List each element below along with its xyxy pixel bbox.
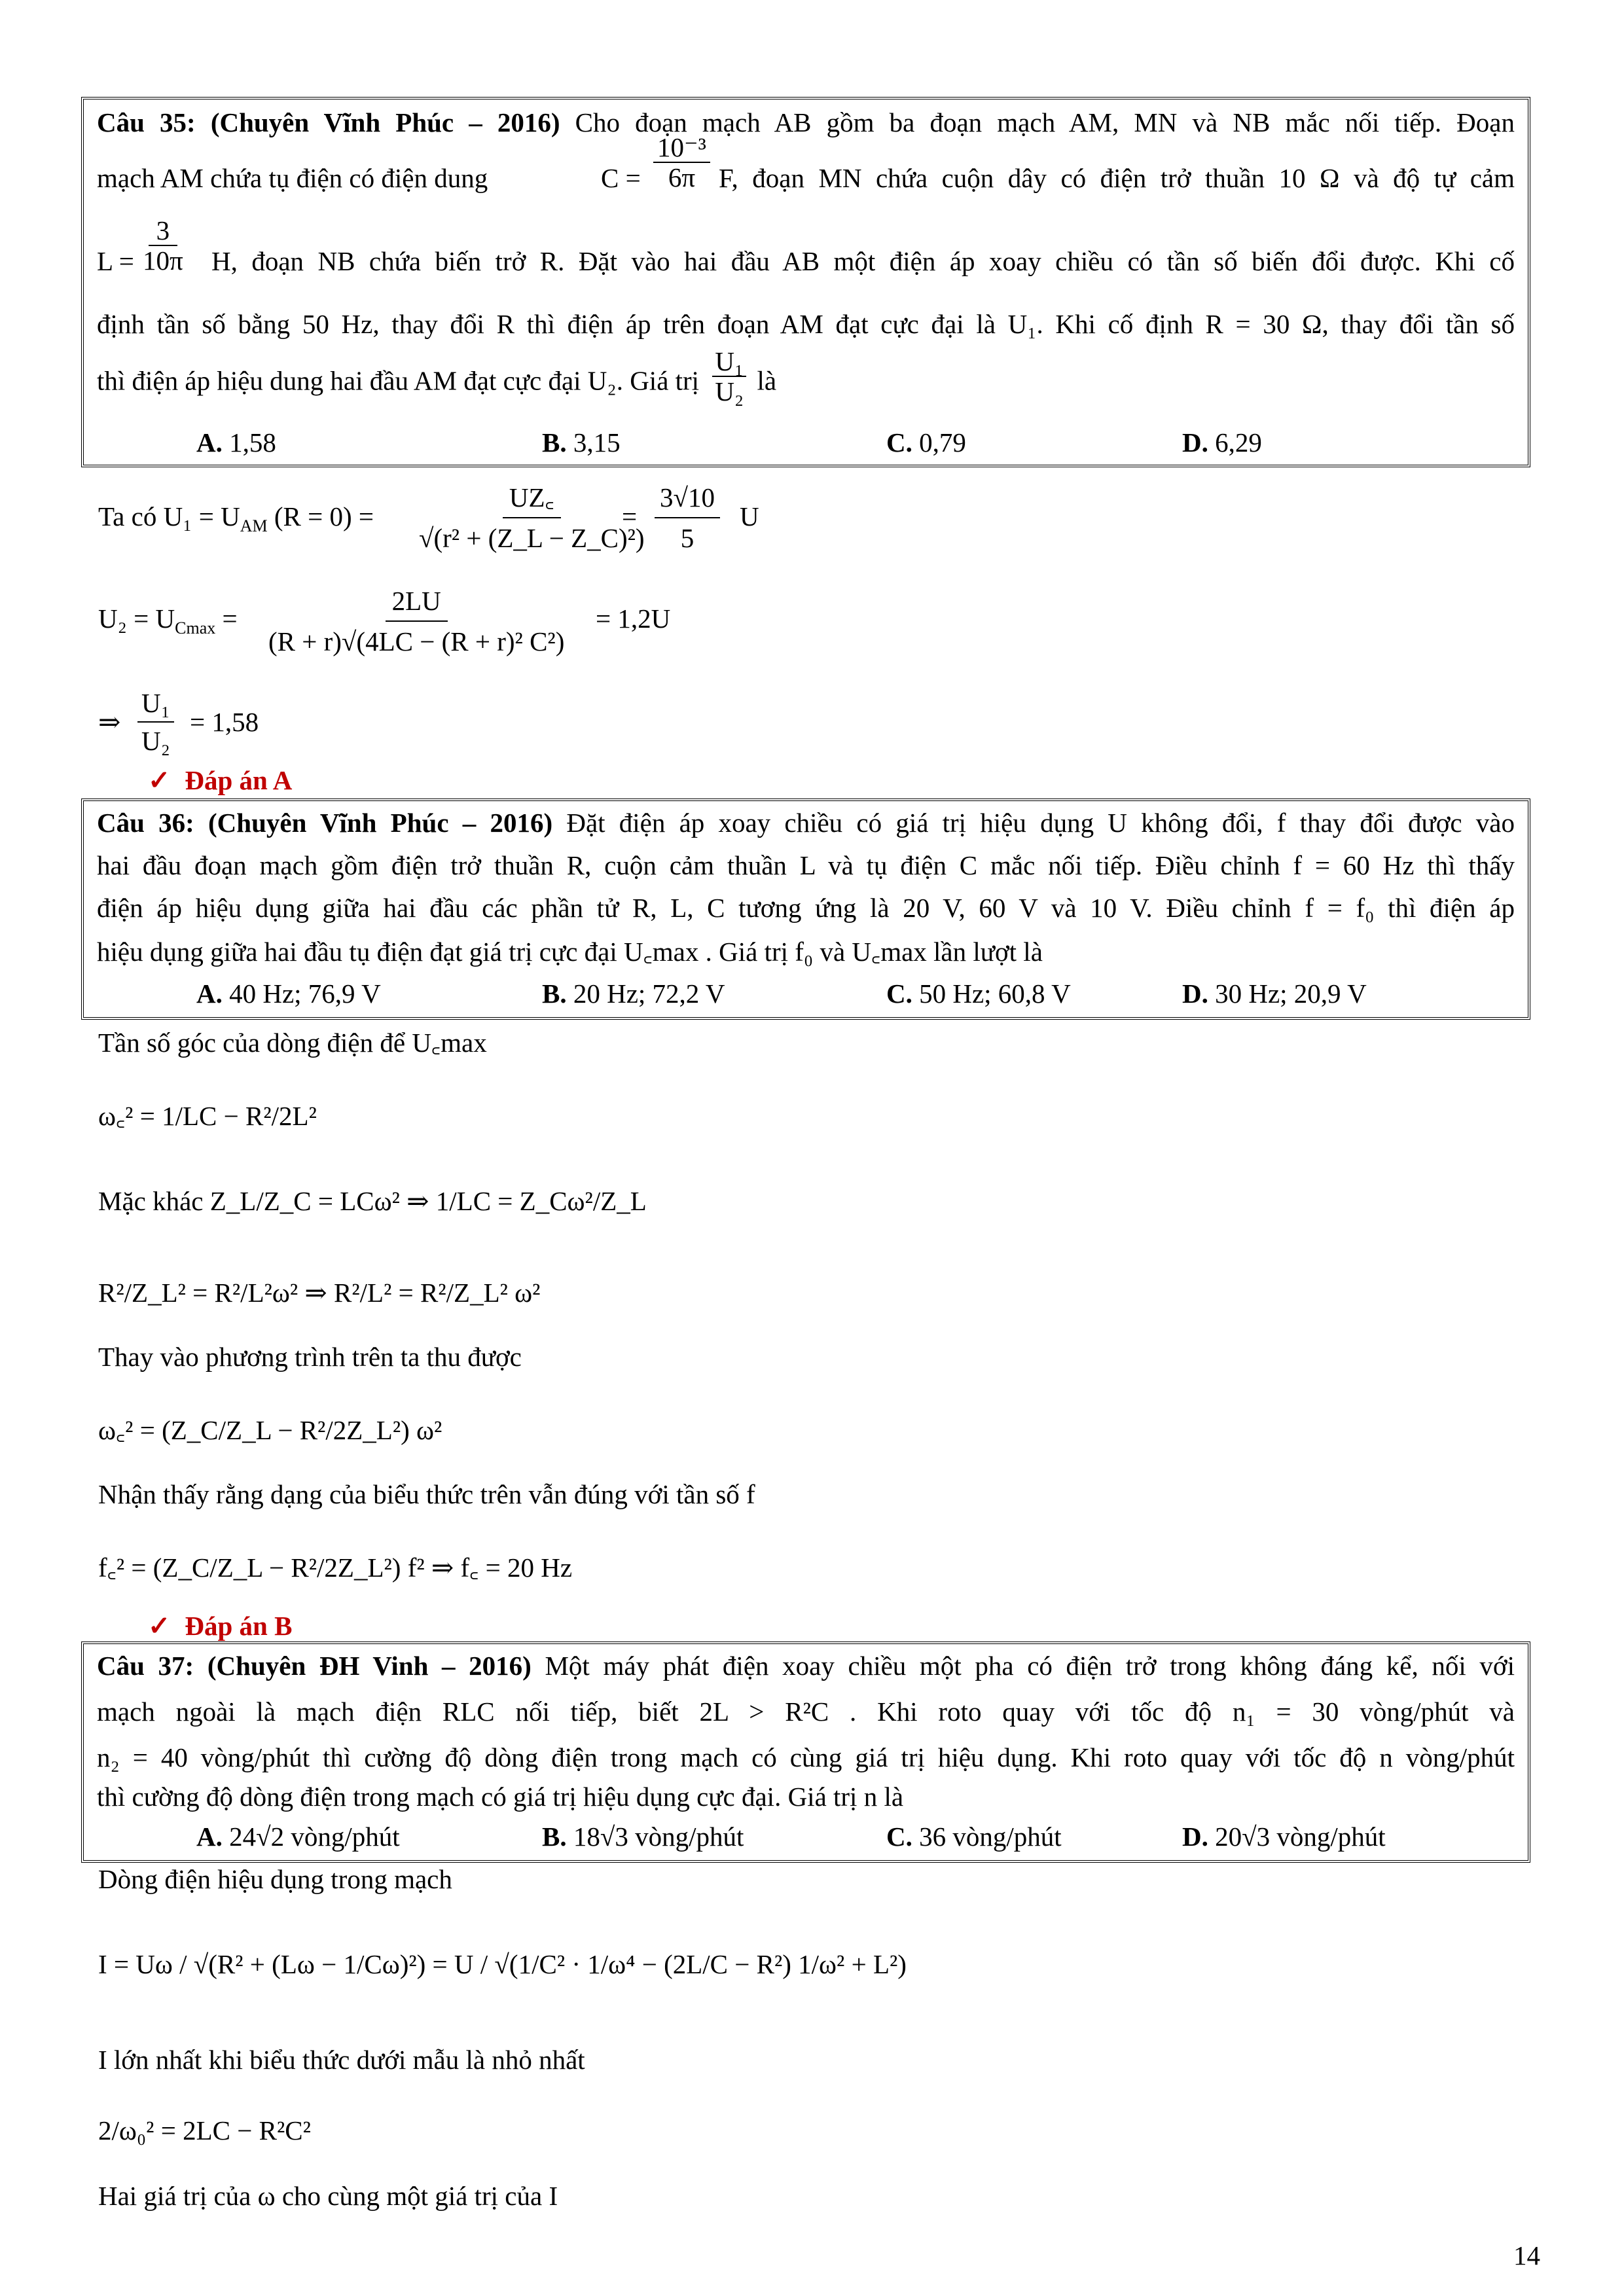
- sol35-fraction-3: 2LU (R + r)√(4LC − (R + r)² C²): [268, 581, 564, 661]
- page-number: 14: [1513, 2240, 1540, 2270]
- sol36-line-7: Nhận thấy rằng dạng của biểu thức trên vẫn đúng với tần số f: [98, 1479, 755, 1509]
- checkmark-icon: ✓: [148, 765, 171, 795]
- sol35-fraction-1: UZ꜀ √(r² + (Z_L − Z_C)²): [419, 478, 645, 558]
- q35-line-4: định tần số bằng 50 Hz, thay đổi R thì điện áp trên đoạn AM đạt cực đại là U₁. Khi cố định R = 30 Ω, thay đổi tần số: [97, 309, 1515, 339]
- q36-line-3: điện áp hiệu dụng giữa hai đầu các phần tử R, L, C tương ứng là 20 V, 60 V và 10 V. Điều chỉnh f = f₀ thì điện áp: [97, 893, 1515, 923]
- sol37-line-1: Dòng điện hiệu dụng trong mạch: [98, 1864, 452, 1894]
- q37-line-3: n₂ = 40 vòng/phút thì cường độ dòng điện trong mạch có cùng giá trị hiệu dụng. Khi roto quay với tốc độ n vòng/phút: [97, 1742, 1515, 1772]
- q36-answer-c: C. 50 Hz; 60,8 V: [886, 978, 1071, 1009]
- sol35-fraction-2: 3√10 5: [655, 478, 720, 558]
- q36-answer-d: D. 30 Hz; 20,9 V: [1182, 978, 1367, 1009]
- question-35-box: [81, 97, 1530, 467]
- q36-line-4: hiệu dụng giữa hai đầu tụ điện đạt giá trị cực đại U꜀max . Giá trị f₀ và U꜀max lần lượt là: [97, 937, 1043, 967]
- sol35-equals-1: =: [622, 501, 638, 531]
- sol37-line-5: Hai giá trị của ω cho cùng một giá trị của I: [98, 2181, 558, 2211]
- q37-answer-d: D. 20√3 vòng/phút: [1182, 1821, 1386, 1852]
- q37-line-1: Câu 37: (Chuyên ĐH Vinh – 2016) Một máy phát điện xoay chiều một pha có điện trở trong không đáng kể, nối với: [97, 1651, 1515, 1681]
- sol36-line-2: ω꜀² = 1/LC − R²/2L²: [98, 1101, 317, 1131]
- sol36-line-8: f꜀² = (Z_C/Z_L − R²/2Z_L²) f² ⇒ f꜀ = 20 Hz: [98, 1552, 573, 1583]
- q35-answer-d: D. 6,29: [1182, 427, 1262, 457]
- sol35-line-2: $U_2 = U_{Cmax}$ =: [98, 603, 238, 638]
- sol37-line-2: I = Uω / √(R² + (Lω − 1/Cω)²) = U / √(1/C² · 1/ω⁴ − (2L/C − R²) 1/ω² + L²): [98, 1949, 907, 1979]
- sol35-fraction-4: U₁ U₂: [137, 685, 174, 759]
- checkmark-icon: ✓: [148, 1611, 171, 1641]
- sol36-line-6: ω꜀² = (Z_C/Z_L − R²/2Z_L²) ω²: [98, 1415, 442, 1445]
- sol35-unit-1: U: [740, 501, 759, 531]
- q35-line-1: Câu 35: (Chuyên Vĩnh Phúc – 2016) Cho đoạn mạch AB gồm ba đoạn mạch AM, MN và NB mắc nối tiếp. Đoạn: [97, 107, 1515, 137]
- q36-answer-b: B. 20 Hz; 72,2 V: [542, 978, 725, 1009]
- q35-answer-a: A. 1,58: [196, 427, 276, 457]
- sol36-line-3: Mặc khác Z_L/Z_C = LCω² ⇒ 1/LC = Z_Cω²/Z_L: [98, 1186, 647, 1216]
- sol35-line-1: Ta có $U_1 = U_{AM}$ (R = 0) =: [98, 501, 374, 536]
- q35-answer-c: C. 0,79: [886, 427, 966, 457]
- q36-line-1: Câu 36: (Chuyên Vĩnh Phúc – 2016) Đặt điện áp xoay chiều có giá trị hiệu dụng U không đổi, f thay đổi được vào: [97, 808, 1515, 838]
- sol35-answer-check: ✓ Đáp án A: [148, 765, 293, 795]
- q35-line-3: L = 3 10π H, đoạn NB chứa biến trở R. Đặt vào hai đầu AB một điện áp xoay chiều có tần số biến đổi được. Khi cố: [97, 215, 1515, 276]
- q35-answer-b: B. 3,15: [542, 427, 621, 457]
- sol35-implies: ⇒: [98, 707, 121, 737]
- q37-answer-a: A. 24√2 vòng/phút: [196, 1821, 400, 1852]
- question-37-box: [81, 1641, 1530, 1863]
- q37-line-2: mạch ngoài là mạch điện RLC nối tiếp, biết 2L > R²C . Khi roto quay với tốc độ n₁ = 30 vòng/phút và: [97, 1696, 1515, 1727]
- q37-answer-b: B. 18√3 vòng/phút: [542, 1821, 744, 1852]
- q36-line-2: hai đầu đoạn mạch gồm điện trở thuần R, cuộn cảm thuần L và tụ điện C mắc nối tiếp. Điều chỉnh f = 60 Hz thì thấy: [97, 850, 1515, 880]
- q36-answer-a: A. 40 Hz; 76,9 V: [196, 978, 381, 1009]
- q37-line-4: thì cường độ dòng điện trong mạch có giá trị hiệu dụng cực đại. Giá trị n là: [97, 1782, 904, 1812]
- q35-line-5: thì điện áp hiệu dung hai đầu AM đạt cực đại U₂. Giá trị $\frac{\text{U₁}}{\text{U₂}}$ là: [97, 346, 777, 406]
- sol36-line-5: Thay vào phương trình trên ta thu được: [98, 1342, 522, 1372]
- sol37-line-3: I lớn nhất khi biểu thức dưới mẫu là nhỏ nhất: [98, 2045, 585, 2075]
- sol36-line-1: Tần số góc của dòng điện để U꜀max: [98, 1028, 487, 1058]
- sol36-line-4: R²/Z_L² = R²/L²ω² ⇒ R²/L² = R²/Z_L² ω²: [98, 1278, 541, 1308]
- q37-answer-c: C. 36 vòng/phút: [886, 1821, 1062, 1852]
- q35-line-2: mạch AM chứa tụ điện có điện dung C = 10⁻³ 6π F, đoạn MN chứa cuộn dây có điện trở thuần 10 Ω và độ tự cảm: [97, 132, 1515, 193]
- sol35-result-2: = 1,2U: [596, 603, 671, 634]
- question-36-box: [81, 798, 1530, 1020]
- sol37-line-4: 2/ω₀² = 2LC − R²C²: [98, 2115, 311, 2145]
- sol35-result-3: = 1,58: [190, 707, 259, 737]
- sol36-answer-check: ✓ Đáp án B: [148, 1611, 293, 1641]
